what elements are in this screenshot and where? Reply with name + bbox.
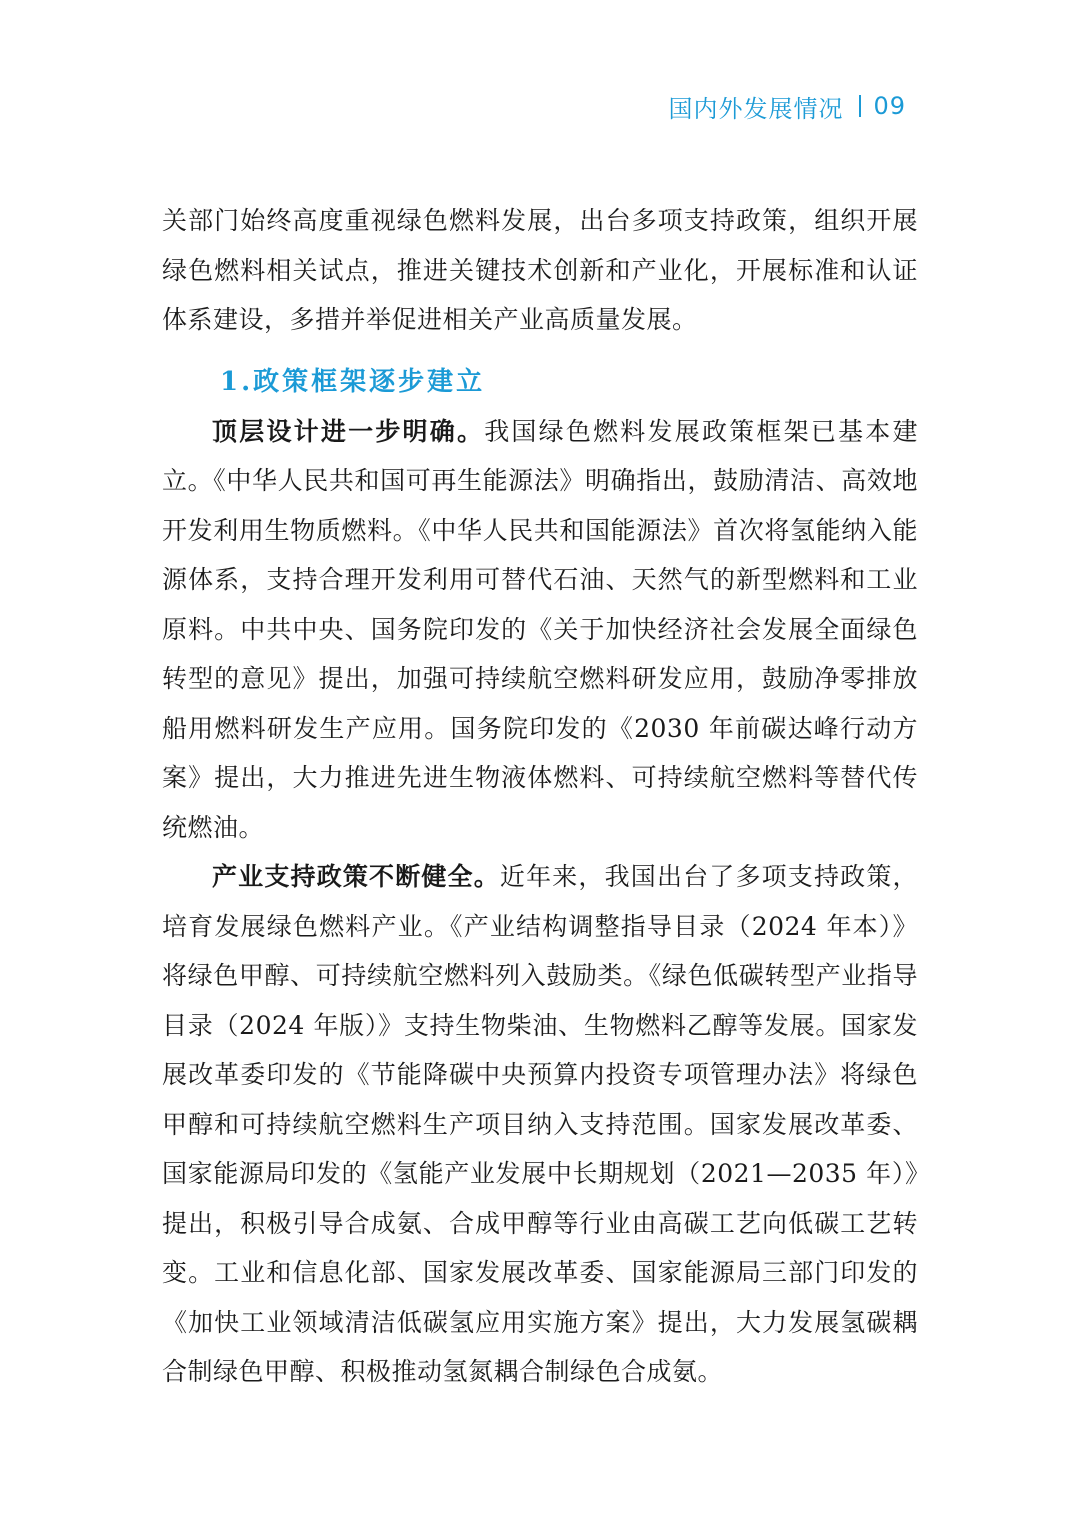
paragraph-industry-policy [162,852,918,1397]
running-header [668,88,906,124]
paragraph-lead: 产业支持政策不断健全。 [212,862,500,891]
page-number: 09 [873,92,906,120]
paragraph-text: 我国绿色燃料发展政策框架已基本建立。《中华人民共和国可再生能源法》明确指出，鼓励清洁、高效地开发利用生物质燃料。《中华人民共和国能源法》首次将氢能纳入能源体系，支持合理开发利用可替代石油、天然气的新型燃料和工业原料。中共中央、国务院印发的《关于加快经济社会发展全面绿色转型的意见》提出，加强可持续航空燃料研发应用，鼓励净零排放船用燃料研发生产应用。国务院印发的《2030 年前碳达峰行动方案》提出，大力推进先进生物液体燃料、可持续航空燃料等替代传统燃油。 [162,416,918,842]
paragraph-lead: 顶层设计进一步明确。 [212,416,485,446]
header-divider [859,95,861,117]
intro-paragraph: 关部门始终高度重视绿色燃料发展，出台多项支持政策，组织开展绿色燃料相关试点，推进关键技术创新和产业化，开展标准和认证体系建设，多措并举促进相关产业高质量发展。 [162,206,918,334]
paragraph-text: 近年来，我国出台了多项支持政策，培育发展绿色燃料产业。《产业结构调整指导目录（2024 年本）》将绿色甲醇、可持续航空燃料列入鼓励类。《绿色低碳转型产业指导目录（2024 年版）》支持生物柴油、生物燃料乙醇等发展。国家发展改革委印发的《节能降碳中央预算内投资专项管理办法》将绿色甲醇和可持续航空燃料生产项目纳入支持范围。国家发展改革委、国家能源局印发的《氢能产业发展中长期规划（2021—2035 年）》提出，积极引导合成氨、合成甲醇等行业由高碳工艺向低碳工艺转变。工业和信息化部、国家发展改革委、国家能源局三部门印发的《加快工业领域清洁低碳氢应用实施方案》提出，大力发展氢碳耦合制绿色甲醇、积极推动氢氮耦合制绿色合成氨。 [162,862,918,1386]
paragraph-top-level-design [162,407,918,853]
header-section-title: 国内外发展情况 [668,94,844,123]
section-heading: 1.政策框架逐步建立 [220,366,486,397]
main-content [162,196,918,1397]
